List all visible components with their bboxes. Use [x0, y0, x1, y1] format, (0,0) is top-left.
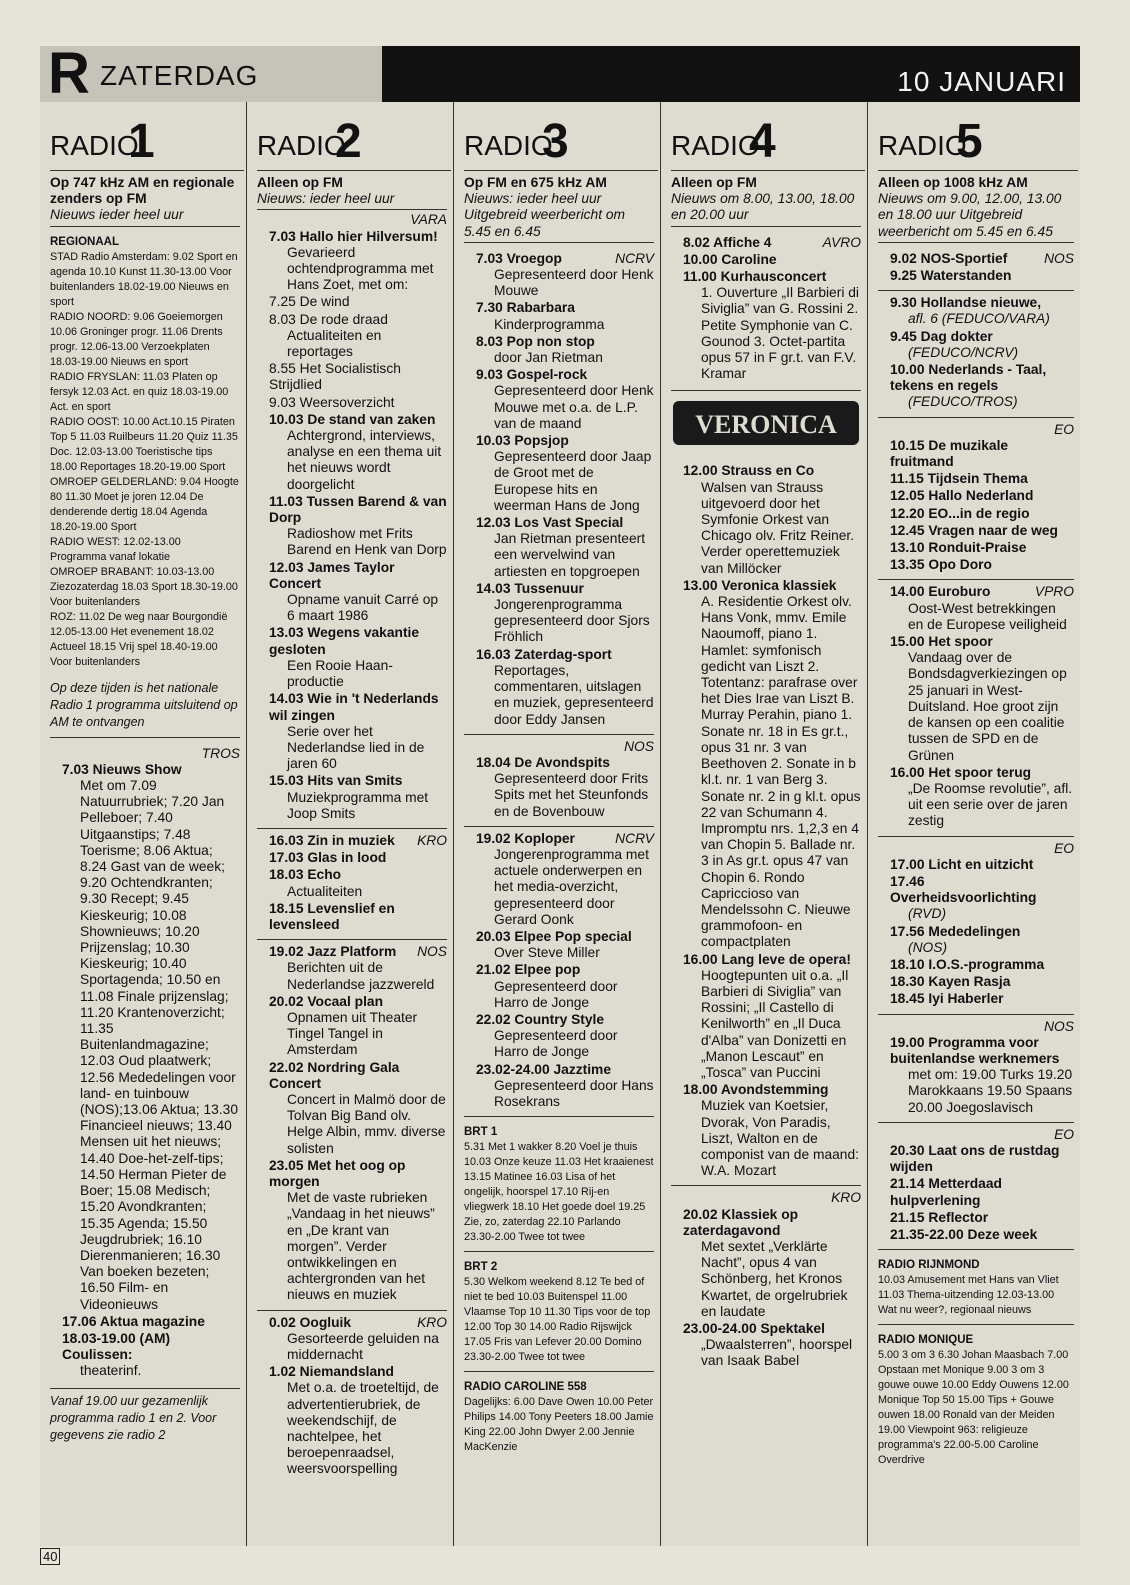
program-item: 12.05 Hallo Nederland [890, 488, 1034, 504]
broadcaster-tag: EO [1054, 1126, 1074, 1142]
program-item: 11.15 Tijdsein Thema [890, 471, 1028, 487]
brt1-block: BRT 1 5.31 Met 1 wakker 8.20 Voel je thuis 10.03 Onze keuze 11.03 Het kraaienest 13.15 Matinee 16.03 Lisa of het ongelijk, hoorspel 17.10 Rij-en vliegwerk 18.10 Het goede doel 19.25 Zie, zo, zaterdag 22.10 Parlando 23.30-2.00 Twee tot twee [464, 1116, 654, 1245]
broadcaster-tag: NOS [1044, 1018, 1074, 1034]
program-item: 15.03 Hits van Smits Muziekprogramma met Joop Smits [269, 773, 429, 821]
program-item: 20.03 Elpee Pop special Over Steve Miller [476, 928, 632, 961]
program-item: 1.02 Niemandsland Met o.a. de troeteltijd, de advertentierubriek, de weekendschijf, de nachtelpee, het beroepenraadsel, weersvoorspelling [269, 1364, 439, 1477]
radio-label: RADIO [257, 130, 346, 161]
column-divider [867, 102, 868, 1546]
night-block [257, 1310, 447, 1478]
caroline-block: RADIO CAROLINE 558 Dagelijks: 6.00 Dave Owen 10.00 Peter Philips 14.00 Tony Peeters 18.00 Jamie King 22.00 John Dwyer 2.00 Jennie MacKenzie [464, 1371, 654, 1455]
program-item: 21.14 Metterdaad hulpverlening [890, 1176, 1002, 1208]
program-item: 9.30 Hollandse nieuwe, afl. 6 (FEDUCO/VARA) [890, 295, 1050, 327]
svg-text:VERONICA: VERONICA [695, 410, 837, 440]
program-item: 14.03 Tussenuur Jongerenprogramma gepresenteerd door Sjors Fröhlich [476, 580, 650, 645]
program-item: 17.06 Aktua magazine [62, 1313, 205, 1329]
program-item: 20.30 Laat ons de rustdag wijden [890, 1142, 1060, 1175]
program-item: 14.00 Euroburo VPRO Oost-West betrekkingen en de Europese veiligheid [890, 584, 1074, 632]
program-item: 15.00 Het spoor Vandaag over de Bondsdagverkiezingen op 25 januari in West-Duitsland. Hoe groot zijn de kansen op een coalitie tussen de SPD en de Grünen [890, 634, 1067, 763]
program-item: 7.25 De wind [269, 294, 350, 310]
program-item: 16.00 Lang leve de opera! Hoogtepunten uit o.a. „Il Barbieri di Siviglia” van Rossini; „Il Castello di Kenilworth” en „Il Duca d'Alba” van Donizetti en „Manon Lescaut” en „Tosca” van Puccini [683, 951, 851, 1080]
radio-label: RADIO [878, 130, 967, 161]
program-item: 7.30 Rabarbara Kinderprogramma [476, 300, 605, 332]
columns [40, 102, 1080, 1546]
program-item: 7.03 Nieuws Show Met om 7.09 Natuurrubriek; 7.20 Jan Pelleboer; 7.40 Uitgaanstips; 7.48 Toerisme; 8.06 Aktua; 8.24 Gast van de week; 9.20 Ochtendkranten; 9.30 Recept; 9.45 Kieskeurig; 10.08 Shownieuws; 10.20 Prijzenslag; 10.30 Kieskeurig; 10.40 Sportagenda; 10.50 en 11.08 Finale prijzenslag; 11.20 Krantenoverzicht; 11.35 Buitenlandmagazine; 12.03 Oud plaatwerk; 12.56 Mededelingen voor land- en tuinbouw (NOS);13.06 Aktua; 13.30 Financieel nieuws; 13.40 Mensen uit het nieuws; 14.40 Doe-het-zelf-tips; 14.50 Herman Pieter de Boer; 15.08 Medisch; 15.20 Avondkranten; 15.35 Agenda; 15.50 Jeugdrubriek; 16.10 Dierenmanieren; 16.30 Van boeken bezeten; 16.50 Film- en Videonieuws [62, 761, 238, 1312]
program-item: 8.03 De rode draad Actualiteiten en reportages [269, 311, 388, 360]
station-info: Alleen op FM Nieuws om 8.00, 13.00, 18.00 en 20.00 uur [671, 175, 861, 227]
program-item: 18.10 I.O.S.-programma [890, 956, 1045, 972]
column-radio-5 [868, 102, 1080, 1546]
program-item: 16.03 Zaterdag-sport Reportages, commentaren, uitslagen en muziek, gepresenteerd door Eddy Jansen [476, 646, 654, 727]
program-item: 19.02 Jazz Platform NOS Berichten uit de Nederlandse jazzwereld [269, 944, 447, 992]
date-label: 10 JANUARI [897, 66, 1066, 97]
radio-number: 5 [956, 115, 983, 168]
program-item: 0.02 Oogluik KRO Gesorteerde geluiden na middernacht [269, 1314, 447, 1363]
radio-number: 4 [749, 115, 776, 168]
program-item: 10.03 De stand van zaken Achtergrond, interviews, analyse en een thema uit het nieuws wordt doorgelicht [269, 411, 442, 492]
program-item: 18.30 Kayen Rasja [890, 974, 1011, 990]
radio-number: 3 [542, 115, 569, 168]
program-item: 8.02 Affiche 4 AVRO [683, 234, 861, 250]
program-item: 20.02 Vocaal plan Opnamen uit Theater Tingel Tangel in Amsterdam [269, 993, 418, 1058]
program-item: 11.03 Tussen Barend & van Dorp Radioshow met Frits Barend en Henk van Dorp [269, 493, 447, 558]
program-item: 21.15 Reflector [890, 1209, 989, 1225]
station-info: Alleen op FM Nieuws: ieder heel uur [257, 175, 447, 210]
radio-number: 1 [128, 115, 155, 168]
program-item: 10.00 Caroline [683, 251, 777, 267]
brt2-block: BRT 2 5.30 Welkom weekend 8.12 Te bed of niet te bed 10.03 Buitenspel 11.00 Vlaamse Top 10 11.30 Tips voor de top 12.00 Top 30 14.00 Radio Rijswijck 17.05 Fris van Lefever 20.00 Domino 23.30-2.00 Twee tot twee [464, 1251, 654, 1365]
broadcaster-tag: NOS [624, 738, 654, 754]
broadcaster-tag: VARA [410, 212, 447, 228]
broadcaster-tag: EO [1054, 421, 1074, 437]
program-item: 13.00 Veronica klassiek A. Residentie Orkest olv. Hans Vonk, mmv. Emile Naoumoff, piano 1. Hamlet: symfonisch gedicht van Liszt 2. Totentanz: parafrase over het Dies Irae van Liszt B. Murray Perahin, piano 1. Sonate nr. 18 in Es gr.t., opus 31 nr. 3 van Beethoven 2. Sonate in b kl.t. nr. 1 van Berg 3. Sonate nr. 2 in g kl.t. opus 22 van Schumann 4. Impromptu nrs. 1,2,3 en 4 van Chopin 5. Ballade nr. 3 in As gr.t. opus 47 van Chopin 6. Rondo Capriccioso van Mendelssohn C. Nieuwe grammofoon- en compactplaten [683, 577, 861, 950]
program-item: 11.00 Kurhausconcert 1. Ouverture „Il Barbieri di Siviglia” van G. Rossini 2. Petite Symphonie van C. Gounod 3. Octet-partita opus 57 in F gr.t. van F.V. Kramar [683, 269, 859, 382]
program-item: 16.03 Zin in muziek KRO [269, 832, 447, 848]
program-item: 17.03 Glas in lood [269, 850, 387, 866]
program-item: 13.35 Opo Doro [890, 557, 992, 573]
program-item: 12.00 Strauss en Co Walsen van Strauss uitgevoerd door het Symfonie Orkest van Chicago olv. Fritz Reiner. Verder operettemuziek van Millöcker [683, 463, 855, 576]
column-head [464, 102, 658, 171]
program-item: 18.04 De Avondspits Gepresenteerd door Frits Spits met het Steunfonds en de Bovenbouw [476, 754, 649, 819]
page-number: 40 [40, 1548, 60, 1565]
program-item: 22.02 Country Style Gepresenteerd door Harro de Jonge [476, 1011, 618, 1060]
program-item: 10.03 Popsjop Gepresenteerd door Jaap de Groot met de Europese hits en weerman Hans de Jong [476, 433, 652, 513]
day-label: ZATERDAG [100, 60, 259, 91]
nos-block [257, 939, 447, 1303]
program-item: 13.03 Wegens vakantie gesloten Een Rooie Haan-productie [269, 625, 420, 690]
program-item: 9.02 NOS-Sportief NOS [890, 250, 1074, 266]
end-note: Vanaf 19.00 uur gezamenlijk programma radio 1 en 2. Voor gegevens zie radio 2 [50, 1388, 240, 1444]
program-item: 20.02 Klassiek op zaterdagavond Met sextet „Verklärte Nacht”, opus 4 van Schönberg, het Kronos Kwartet, de orgelrubriek en laudate [683, 1206, 848, 1319]
column-head [50, 102, 244, 171]
program-item: 23.05 Met het oog op morgen Met de vaste rubrieken „Vandaag in het nieuws” en „De krant van morgen”. Verder ontwikkelingen en achtergronden van het nieuws en muziek [269, 1157, 435, 1303]
program-item: 18.15 Levenslief en levensleed [269, 900, 395, 932]
station-info: Alleen op 1008 kHz AM Nieuws om 9.00, 12.00, 13.00 en 18.00 uur Uitgebreid weerbericht om 5.45 en 6.45 [878, 175, 1074, 243]
column-head [878, 102, 1078, 171]
header-left-band [40, 41, 382, 106]
program-item: 9.25 Waterstanden [890, 268, 1012, 284]
rijnmond-block: RADIO RIJNMOND 10.03 Amusement met Hans van Vliet 11.03 Thema-uitzending 12.03-13.00 Wat nu weer?, regionaal nieuws [878, 1249, 1074, 1318]
program-item: 14.03 Wie in 't Nederlands wil zingen Serie over het Nederlandse lied in de jaren 60 [269, 691, 439, 772]
radio-number: 2 [335, 115, 362, 168]
program-item: 12.45 Vragen naar de weg [890, 522, 1058, 538]
column-divider [453, 102, 454, 1546]
veronica-logo [671, 390, 861, 455]
program-item: 9.45 Dag dokter (FEDUCO/NCRV) [890, 328, 1019, 360]
broadcaster-tag: EO [1054, 840, 1074, 856]
program-item: 18.03 Echo Actualiteiten [269, 867, 363, 899]
program-item: 23.00-24.00 Spektakel „Dwaalsterren”, hoorspel van Isaak Babel [683, 1321, 853, 1369]
program-item: 9.03 Weersoverzicht [269, 394, 395, 410]
program-item: 12.20 EO...in de regio [890, 505, 1030, 521]
broadcaster-tag: TROS [201, 745, 240, 761]
program-item: 16.00 Het spoor terug „De Roomse revolutie”, afl. uit een serie over de jaren zestig [890, 764, 1073, 829]
monique-block: RADIO MONIQUE 5.00 3 om 3 6.30 Johan Maasbach 7.00 Opstaan met Monique 9.00 3 om 3 gouwe ouwe 10.00 Eddy Ouwens 12.00 Monique Top 50 15.00 Tips + Gouwe ouwen 18.00 Ronald van der Meiden 19.00 Viewpoint 963: religieuze programma's 22.00-5.00 Caroline Overdrive [878, 1324, 1074, 1468]
program-item: 17.56 Mededelingen (NOS) [890, 923, 1021, 955]
column-divider [246, 102, 247, 1546]
column-radio-3 [454, 102, 660, 1546]
program-item: 12.03 Los Vast Special Jan Rietman presenteert een wervelwind van artiesten en topgroepen [476, 515, 646, 579]
program-item: 8.55 Het Socialistisch Strijdlied [269, 361, 401, 393]
program-item: 17.46 Overheidsvoorlichting (RVD) [890, 873, 1037, 922]
program-item: 10.15 De muzikale fruitmand [890, 437, 1009, 470]
broadcaster-tag: KRO [831, 1190, 861, 1206]
column-radio-1 [40, 102, 246, 1546]
program-item: 23.02-24.00 Jazztime Gepresenteerd door Hans Rosekrans [476, 1061, 654, 1109]
program-item: 18.00 Avondstemming Muziek van Koetsier, Dvorak, Von Paradis, Liszt, Walton en de componist van de maand: W.A. Mozart [683, 1082, 859, 1179]
page-header [40, 41, 1080, 106]
program-item: 9.03 Gospel-rock Gepresenteerd door Henk Mouwe met o.a. de L.P. van de maand [476, 367, 654, 431]
program-item: 7.03 Vroegop NCRV Gepresenteerd door Henk Mouwe [476, 250, 654, 299]
header-right-band [382, 46, 1080, 102]
program-item: 7.03 Hallo hier Hilversum! Gevarieerd ochtendprogramma met Hans Zoet, met om: [269, 228, 438, 293]
program-item: 17.00 Licht en uitzicht [890, 856, 1034, 872]
regional-list: REGIONAAL STAD Radio Amsterdam: 9.02 Sport en agenda 10.10 Kunst 11.30-13.00 Voor buitenlanders 18.02-19.00 Nieuws en sport RADIO NOORD: 9.06 Goeiemorgen 10.06 Groninger progr. 11.06 Drents progr. 12.06-13.00 Verzoekplaten 18.03-19.00 Nieuws en sport RADIO FRYSLAN: 11.03 Platen op fersyk 12.03 Act. en quiz 18.03-19.00 Act. en sport RADIO OOST: 10.00 Act.10.15 Piraten Top 5 11.03 Ruilbeurs 11.20 Quiz 11.35 Doc. 12.03-13.00 Toeristische tips 18.00 Reportages 18.20-19.00 Sport OMROEP GELDERLAND: 9.04 Hoogte 80 11.30 Moet je joren 12.04 De denderende dertig 18.04 Agenda 18.20-19.00 Sport RADIO WEST: 12.02-13.00 Programma vanaf lokatie OMROEP BRABANT: 10.03-13.00 Ziezozaterdag 18.03 Sport 18.30-19.00 Voor buitenlanders ROZ: 11.02 De weg naar Bourgondië 12.05-13.00 Het evenement 18.02 Actueel 18.15 Vrij spel 18.40-19.00 Voor buitenlanders [50, 235, 239, 668]
column-radio-2 [247, 102, 453, 1546]
regional-note: Op deze tijden is het nationale Radio 1 programma uitsluitend op AM te ontvangen [50, 680, 238, 729]
column-radio-4 [661, 102, 867, 1546]
kro-block [257, 828, 447, 933]
radio-label: RADIO [50, 130, 139, 161]
program-item: 12.03 James Taylor Concert Opname vanuit Carré op 6 maart 1986 [269, 559, 439, 624]
program-item: 18.45 Iyi Haberler [890, 991, 1004, 1007]
program-item: 21.35-22.00 Deze week [890, 1226, 1038, 1242]
veronica-logo-icon [671, 395, 861, 451]
column-head [257, 102, 451, 171]
column-head [671, 102, 865, 171]
column-divider [660, 102, 661, 1546]
program-item: 21.02 Elpee pop Gepresenteerd door Harro de Jonge [476, 962, 618, 1010]
tv-guide-page [40, 41, 1080, 1546]
program-item: 19.00 Programma voor buitenlandse werknemers met om: 19.00 Turks 19.20 Marokkaans 19.50 Spaans 20.00 Joegoslavisch [890, 1034, 1073, 1115]
program-item: 10.00 Nederlands - Taal, tekens en regels (FEDUCO/TROS) [890, 362, 1047, 410]
radio-label: RADIO [671, 130, 760, 161]
radio-label: RADIO [464, 130, 553, 161]
logo-letter: R [48, 41, 90, 106]
station-info: Op 747 kHz AM en regionale zenders op FM Nieuws ieder heel uur [50, 175, 240, 227]
program-item: 18.03-19.00 (AM) Coulissen: theaterinf. [62, 1330, 171, 1379]
program-item: 22.02 Nordring Gala Concert Concert in Malmö door de Tolvan Big Band olv. Helge Albin, mmv. diverse solisten [269, 1059, 446, 1156]
program-item: 13.10 Ronduit-Praise [890, 540, 1027, 556]
program-item: 8.03 Pop non stop door Jan Rietman [476, 333, 603, 366]
station-info: Op FM en 675 kHz AM Nieuws: ieder heel uur Uitgebreid weerbericht om 5.45 en 6.45 [464, 175, 654, 243]
program-item: 19.02 Koploper NCRV Jongerenprogramma met actuele onderwerpen en het media-overzicht, gepresenteerd door Gerard Oonk [476, 830, 654, 927]
